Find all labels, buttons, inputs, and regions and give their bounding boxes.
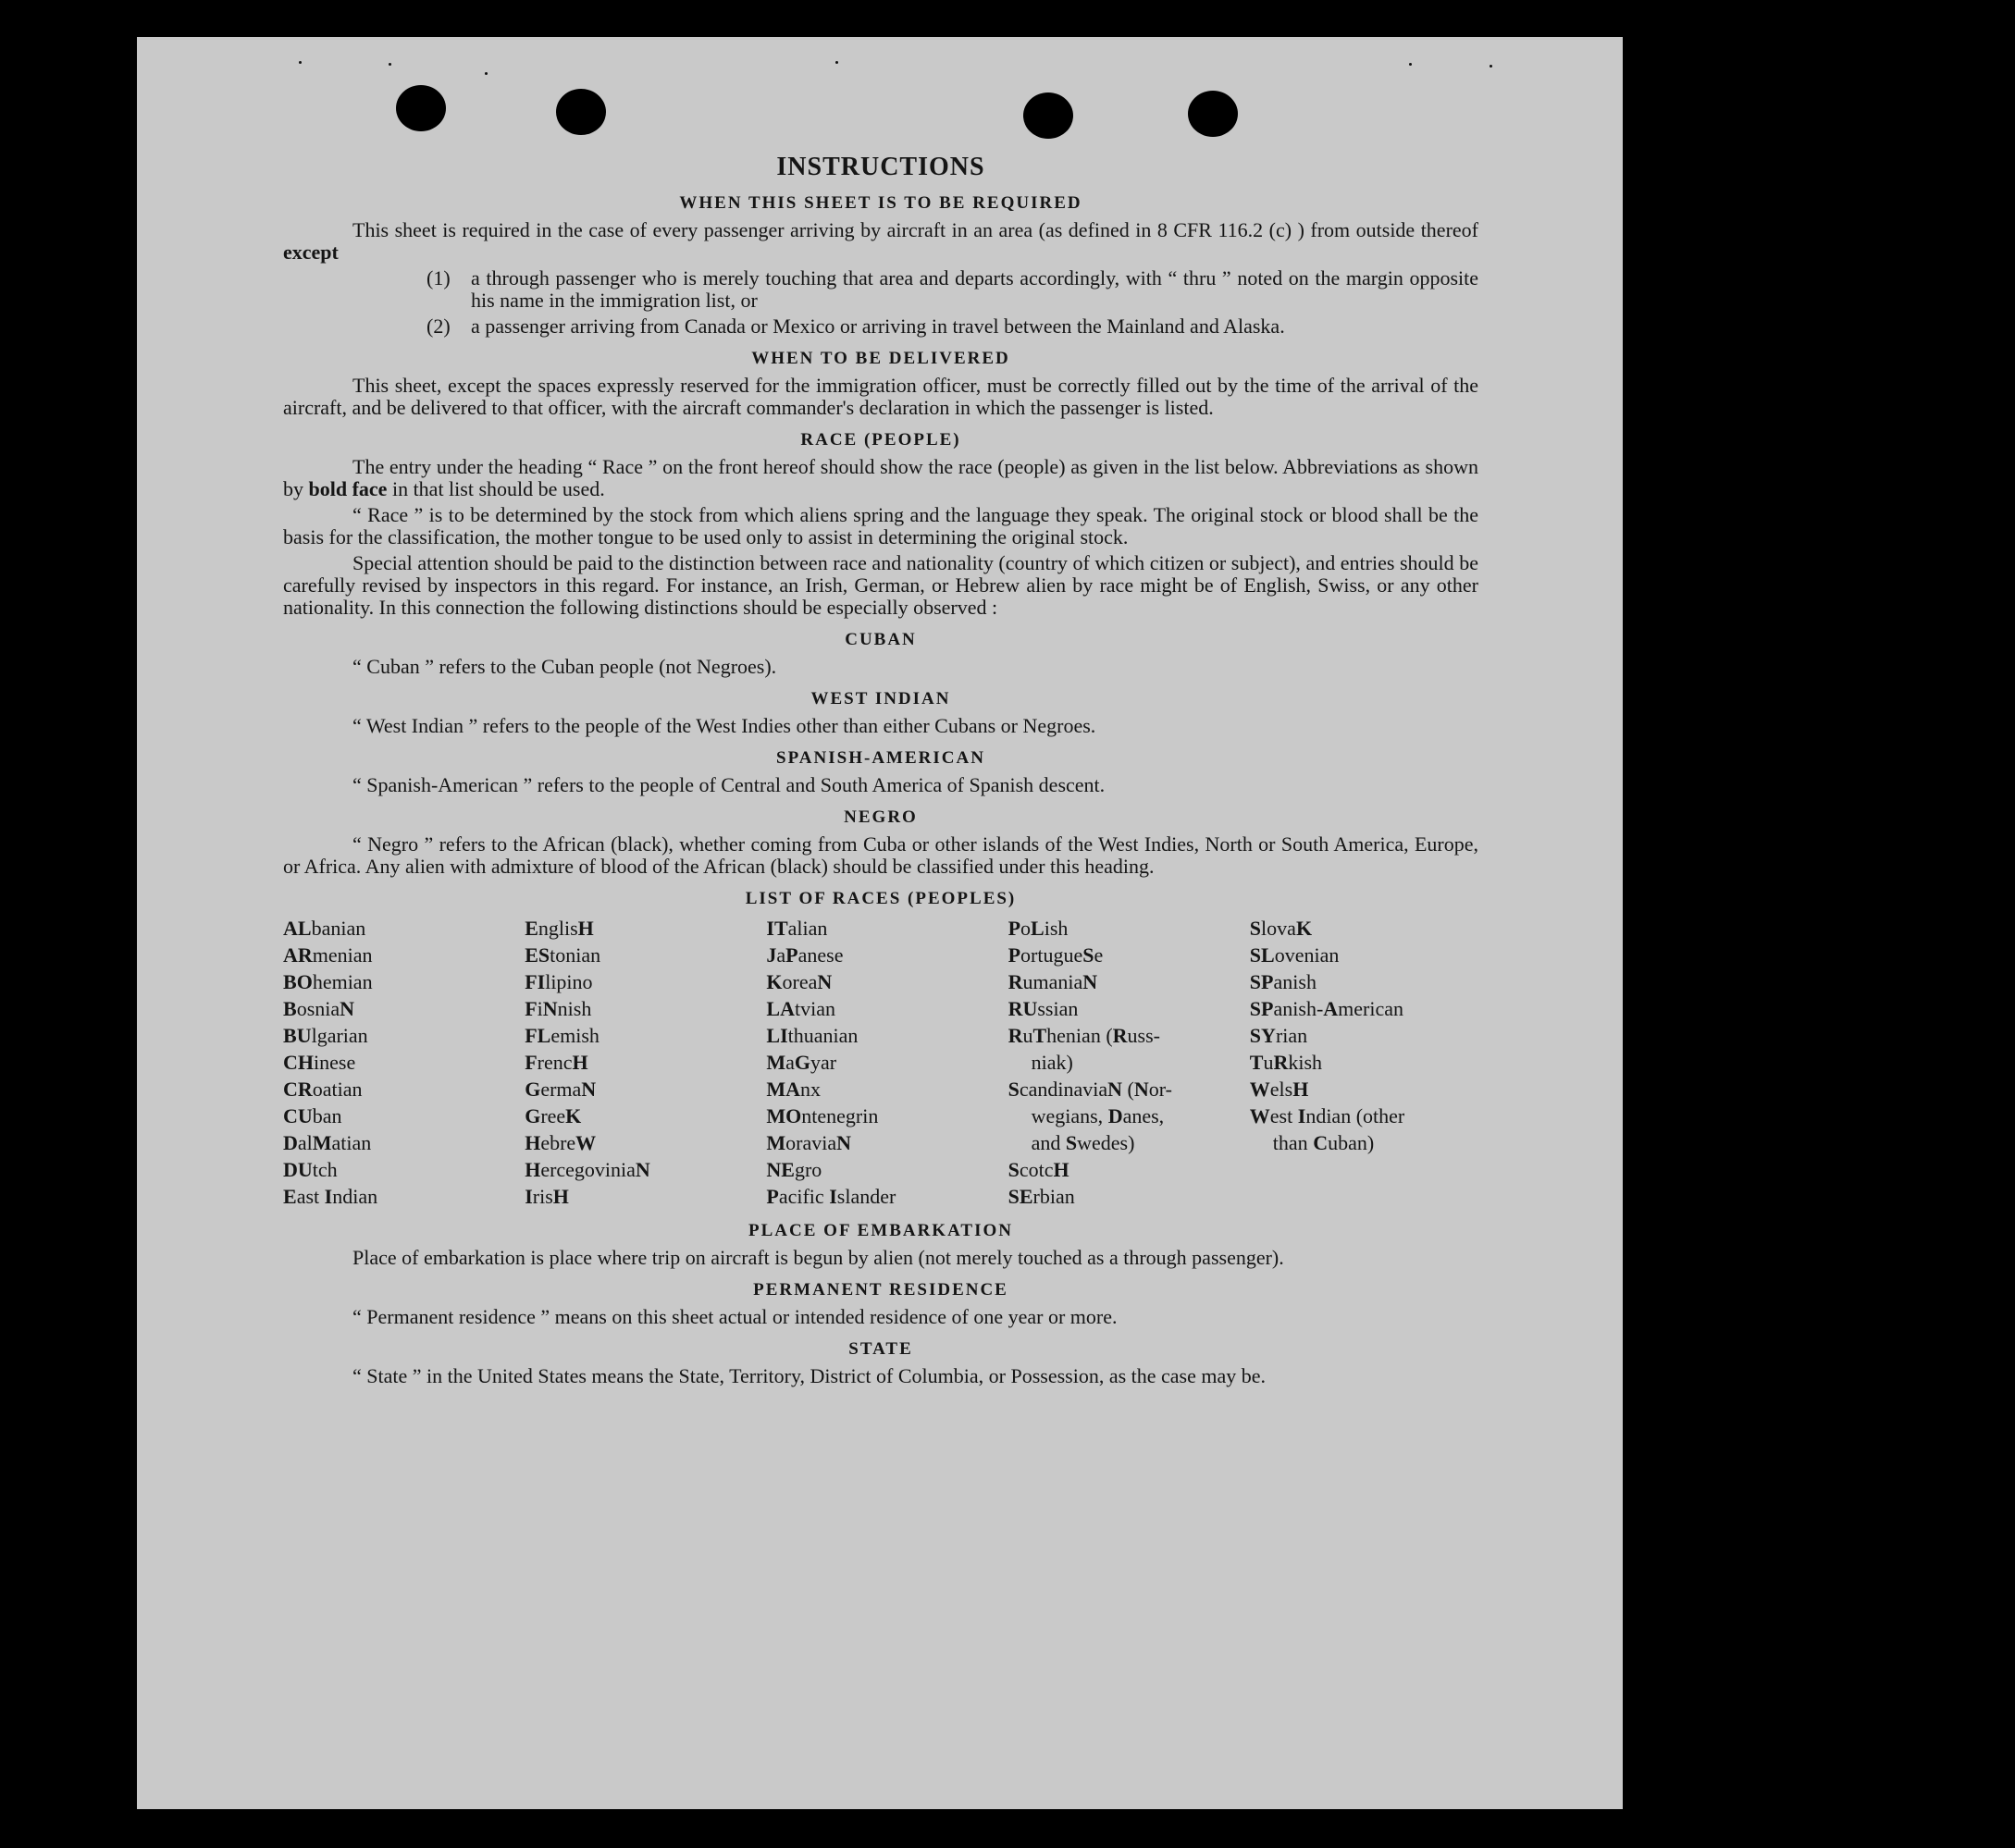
race-entry: DUtch	[283, 1158, 338, 1181]
race-entry: KoreaN	[766, 970, 833, 993]
west-indian-paragraph: “ West Indian ” refers to the people of the West Indies other than either Cubans or Negroes.	[352, 714, 1096, 737]
except-bold: except	[283, 240, 339, 264]
race-entry: EStonian	[525, 943, 601, 967]
race-list	[283, 915, 1478, 1210]
race-entry: IrisH	[525, 1185, 569, 1208]
section-heading-west-indian: WEST INDIAN	[810, 689, 951, 708]
required-paragraph: This sheet is required in the case of every passenger arriving by aircraft in an area (as defined in 8 CFR 116.2 (c) ) from outside thereof except	[283, 218, 1478, 264]
race-paragraph-1: The entry under the heading “ Race ” on the front hereof should show the race (people) as given in the list below. Abbreviations as shown by bold face in that list should be used.	[283, 455, 1478, 500]
race-entry: than Cuban)	[1272, 1131, 1375, 1154]
race-entry: CUban	[283, 1104, 342, 1127]
section-heading-state: STATE	[848, 1339, 913, 1359]
race-entry: NEgro	[766, 1158, 822, 1181]
race-entry: East Indian	[283, 1185, 378, 1208]
race-entry: TuRkish	[1249, 1051, 1323, 1074]
race-entry: SErbian	[1008, 1185, 1075, 1208]
race-entry: PortugueSe	[1008, 943, 1104, 967]
race-entry: ScotcH	[1008, 1158, 1069, 1181]
race-entry: MoraviaN	[766, 1131, 852, 1154]
document-page	[137, 37, 1623, 1809]
race-entry: BosniaN	[283, 997, 355, 1020]
race-entry: JaPanese	[766, 943, 844, 967]
section-heading-residence: PERMANENT RESIDENCE	[753, 1280, 1008, 1300]
punch-hole	[1188, 91, 1238, 137]
race-entry: SLovenian	[1249, 943, 1340, 967]
speck	[1409, 63, 1412, 66]
race-paragraph-3: Special attention should be paid to the distinction between race and nationality (country of which citizen or subject), and entries should be carefully revised by inspectors in this regard. For instance, an Irish, German, or Hebrew alien by race might be of English, Swiss, or any other nationality. In this connection the following distinctions should be especially observed :	[283, 551, 1478, 619]
bold-face-text: bold face	[308, 477, 388, 500]
race-entry: ALbanian	[283, 917, 366, 940]
state-paragraph: “ State ” in the United States means the State, Territory, District of Columbia, or Possession, as the case may be.	[352, 1364, 1267, 1387]
race-entry: CHinese	[283, 1051, 356, 1074]
race-entry: SPanish	[1249, 970, 1317, 993]
section-heading-delivered: WHEN TO BE DELIVERED	[751, 349, 1010, 368]
section-heading-spanish-american: SPANISH-AMERICAN	[776, 748, 985, 768]
race-column	[1250, 915, 1478, 1210]
delivered-paragraph: This sheet, except the spaces expressly reserved for the immigration officer, must be correctly filled out by the time of the arrival of the aircraft, and be delivered to that officer, with the aircraft commander's declaration in which the passenger is listed.	[283, 374, 1478, 419]
required-item	[426, 267, 1478, 312]
race-entry: RumaniaN	[1008, 970, 1098, 993]
race-entry: wegians, Danes,	[1031, 1104, 1165, 1127]
race-entry: MAnx	[766, 1078, 822, 1101]
item-text: a passenger arriving from Canada or Mexico or arriving in travel between the Mainland and Alaska.	[471, 314, 1285, 338]
section-heading-required: WHEN THIS SHEET IS TO BE REQUIRED	[679, 193, 1082, 213]
race-entry: FiNnish	[525, 997, 592, 1020]
required-item	[426, 315, 1478, 338]
race-entry: FIlipino	[525, 970, 593, 993]
race-entry: GreeK	[525, 1104, 582, 1127]
punch-hole	[1023, 92, 1073, 139]
race-entry: LIthuanian	[766, 1024, 859, 1047]
punch-hole	[556, 89, 606, 135]
item-number: (2)	[426, 314, 451, 338]
race-entry: LAtvian	[766, 997, 835, 1020]
race-entry: RUssian	[1008, 997, 1079, 1020]
race-entry: DalMatian	[283, 1131, 372, 1154]
speck	[299, 61, 302, 64]
punch-hole	[396, 85, 446, 131]
speck	[1490, 65, 1492, 68]
speck	[485, 72, 488, 75]
race-entry: RuThenian (Russ-	[1008, 1024, 1160, 1047]
race-entry: HebreW	[525, 1131, 597, 1154]
item-text: a through passenger who is merely touching that area and departs accordingly, with “ thru ” noted on the margin opposite his name in the immigration list, or	[471, 266, 1478, 312]
race-entry: Pacific Islander	[766, 1185, 896, 1208]
residence-paragraph: “ Permanent residence ” means on this sheet actual or intended residence of one year or more.	[352, 1305, 1118, 1328]
race-entry: GermaN	[525, 1078, 597, 1101]
race-entry: FrencH	[525, 1051, 588, 1074]
race-column	[525, 915, 753, 1210]
race-column	[766, 915, 995, 1210]
race-entry: ARmenian	[283, 943, 373, 967]
race-entry: niak)	[1031, 1051, 1073, 1074]
race-column	[283, 915, 512, 1210]
race-entry: SPanish-American	[1249, 997, 1404, 1020]
race-entry: SlovaK	[1249, 917, 1313, 940]
race-paragraph-2: “ Race ” is to be determined by the stock from which aliens spring and the language they speak. The original stock or blood shall be the basis for the classification, the mother tongue to be used only to assist in determining the original stock.	[283, 503, 1478, 548]
race-entry: EnglisH	[525, 917, 594, 940]
race-entry: SYrian	[1249, 1024, 1308, 1047]
race-entry: and Swedes)	[1031, 1131, 1135, 1154]
race-column	[1008, 915, 1237, 1210]
spanish-american-paragraph: “ Spanish-American ” refers to the people of Central and South America of Spanish descent.	[352, 773, 1106, 796]
race-entry: PoLish	[1008, 917, 1069, 940]
race-entry: West Indian (other	[1249, 1104, 1405, 1127]
page-title: INSTRUCTIONS	[776, 153, 985, 181]
race-entry: BOhemian	[283, 970, 373, 993]
race-entry: HercegoviniaN	[525, 1158, 650, 1181]
speck	[835, 61, 838, 64]
instructions-content	[283, 153, 1478, 1391]
race-entry: WelsH	[1249, 1078, 1309, 1101]
race-entry: BUlgarian	[283, 1024, 368, 1047]
negro-paragraph: “ Negro ” refers to the African (black), whether coming from Cuba or other islands of the West Indies, North or South America, Europe, or Africa. Any alien with admixture of blood of the African (black) should be classified under this heading.	[283, 832, 1478, 878]
race-entry: ITalian	[766, 917, 828, 940]
section-heading-negro: NEGRO	[844, 807, 918, 827]
cuban-paragraph: “ Cuban ” refers to the Cuban people (not Negroes).	[352, 655, 777, 678]
race-entry: MOntenegrin	[766, 1104, 879, 1127]
section-heading-cuban: CUBAN	[845, 630, 917, 649]
race-entry: CRoatian	[283, 1078, 363, 1101]
section-heading-list: LIST OF RACES (PEOPLES)	[745, 889, 1017, 908]
section-heading-embarkation: PLACE OF EMBARKATION	[748, 1221, 1013, 1240]
section-heading-race: RACE (PEOPLE)	[800, 430, 961, 450]
race-entry: MaGyar	[766, 1051, 837, 1074]
embarkation-paragraph: Place of embarkation is place where trip on aircraft is begun by alien (not merely touched as a through passenger).	[352, 1246, 1284, 1269]
race-entry: FLemish	[525, 1024, 600, 1047]
race-entry: ScandinaviaN (Nor-	[1008, 1078, 1172, 1101]
item-number: (1)	[426, 266, 451, 290]
speck	[389, 63, 391, 66]
